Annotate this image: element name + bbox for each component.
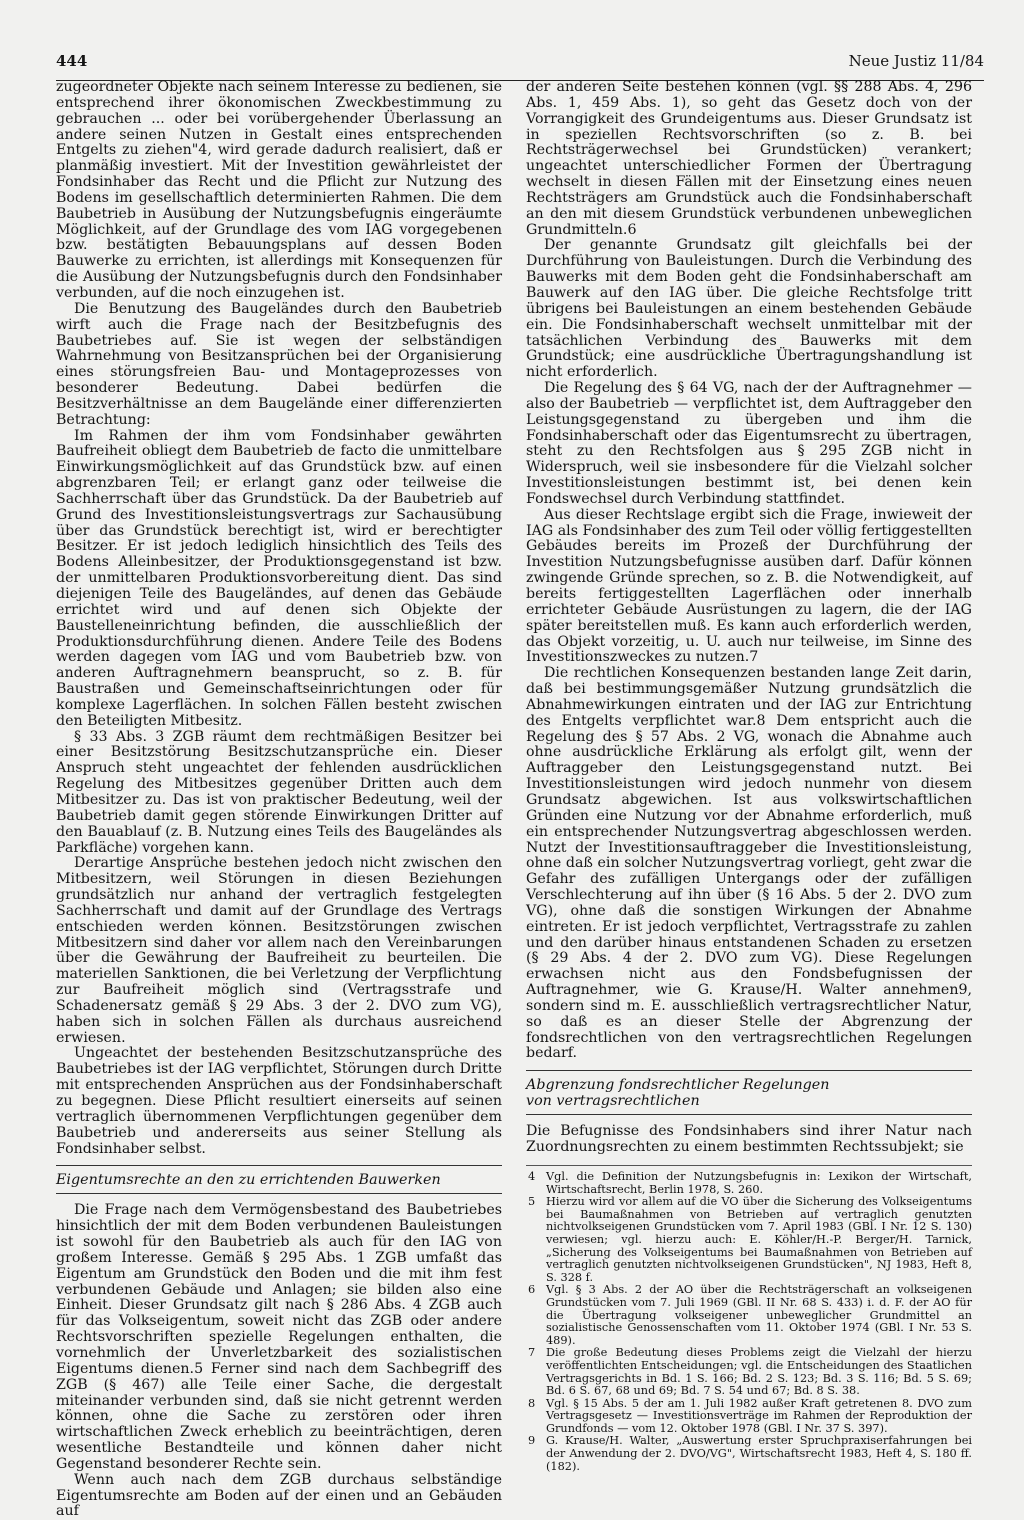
paragraph: Die rechtlichen Konsequenzen bestanden lange Zeit darin, daß bei bestimmungsgemäßer Nutzung grundsätzlich die Abnahmewirkungen eintraten und der IAG zur Entrichtung des Entgelts verpflichtet war.8 Dem entspricht auch die Regelung des § 57 Abs. 2 VG, wonach die Abnahme auch ohne ausdrückliche Erklärung als erfolgt gilt, wenn der Auftraggeber den Leistungsgegenstand nutzt. Bei Investitionsleistungen wird jedoch nunmehr von diesem Grundsatz abgewichen. Ist aus volkswirtschaftlichen Gründen eine Nutzung vor der Abnahme erforderlich, muß ein entsprechender Nutzungsvertrag abgeschlossen werden. Nutzt der Investitionsauftraggeber die Investitionsleistung, ohne daß ein solcher Nutzungsvertrag vorliegt, geht zwar die Gefahr des zufälligen Untergangs oder der zufälligen Verschlechterung auf ihn über (§ 16 Abs. 5 der 2. DVO zum VG), ohne daß die sonstigen Wirkungen der Abnahme eintreten. Er ist jedoch verpflichtet, Vertragsstrafe zu zahlen und den darüber hinaus entstandenen Schaden zu ersetzen (§ 29 Abs. 4 der 2. DVO zum VG). Diese Regelungen erwachsen nicht aus den Fondsbefugnissen der Auftragnehmer, wie G. Krause/H. Walter annehmen9, sondern sind m. E. ausschließlich vertragsrechtlicher Natur, so daß es an dieser Stelle der Abgrenzung der fondsrechtlichen von den vertragsrechtlichen Regelungen bedarf.	[526, 665, 972, 1062]
section-heading-line: von vertragsrechtlichen	[526, 1093, 700, 1110]
left-column	[56, 80, 502, 1520]
footnote-text: Vgl. § 15 Abs. 5 der am 1. Juli 1982 außer Kraft getretenen 8. DVO zum Vertragsgesetz — Investitionsverträge im Rahmen der Reproduktion der Grundfonds — vom 12. Oktober 1978 (GBl. I Nr. 37 S. 397).	[546, 1396, 972, 1435]
footnote	[526, 1171, 972, 1196]
footnote-number: 9	[528, 1434, 536, 1448]
right-column	[526, 80, 972, 1473]
page-number: 444	[56, 52, 88, 70]
paragraph: Der genannte Grundsatz gilt gleichfalls bei der Durchführung von Bauleistungen. Durch die Verbindung des Bauwerks mit dem Boden geht die Fondsinhaberschaft am Bauwerk auf den IAG über. Die gleiche Rechtsfolge tritt übrigens bei Bauleistungen an einem bestehenden Gebäude ein. Die Fondsinhaberschaft wechselt unmittelbar mit der tatsächlichen Verbindung des Bauwerks mit dem Grundstück; eine ausdrückliche Übertragungshandlung ist nicht erforderlich.	[526, 237, 972, 381]
footnotes	[526, 1165, 972, 1473]
section-heading-line: Abgrenzung fondsrechtlicher Regelungen	[526, 1077, 830, 1094]
footnote	[526, 1347, 972, 1397]
paragraph: Die Regelung des § 64 VG, nach der der Auftragnehmer — also der Baubetrieb — verpflichtet ist, dem Auftraggeber den Leistungsgegenstand zu übergeben und ihm die Fondsinhaberschaft oder das Eigentumsrecht zu übertragen, steht zu den Rechtsfolgen aus § 295 ZGB nicht in Widerspruch, weil sie insbesondere für die Vielzahl solcher Investitionsleistungen bestimmt ist, bei denen kein Fondswechsel durch Verbindung stattfindet.	[526, 380, 972, 507]
footnote-number: 4	[528, 1170, 536, 1183]
footnote-text: Vgl. § 3 Abs. 2 der AO über die Rechtsträgerschaft an volkseigenen Grundstücken vom 7. Juli 1969 (GBl. II Nr. 68 S. 433) i. d. F. der AO für die Übertragung volkseigener unbeweglicher Grundmittel an sozialistische Genossenschaften vom 11. Oktober 1974 (GBl. I Nr. 53 S. 489).	[546, 1283, 972, 1347]
section-heading: Eigentumsrechte an den zu errichtenden Bauwerken	[56, 1165, 502, 1194]
footnote-text: Die große Bedeutung dieses Problems zeigt die Vielzahl der hierzu veröffentlichten Entscheidungen; vgl. die Entscheidungen des Staatlichen Vertragsgerichts in Bd. 1 S. 166; Bd. 2 S. 123; Bd. 3 S. 116; Bd. 5 S. 69; Bd. 6 S. 67, 68 und 69; Bd. 7 S. 54 und 67; Bd. 8 S. 38.	[546, 1346, 972, 1398]
paragraph: Derartige Ansprüche bestehen jedoch nicht zwischen den Mitbesitzern, weil Störungen in diesen Beziehungen grundsätzlich nur anhand der vertraglich festgelegten Sachherrschaft und damit auf der Grundlage des Vertrags entschieden werden können. Besitzstörungen zwischen Mitbesitzern sind daher vor allem nach den Vereinbarungen über die Gewährung der Baufreiheit zu beurteilen. Die materiellen Sanktionen, die bei Verletzung der Verpflichtung zur Baufreiheit möglich sind (Vertragsstrafe und Schadenersatz gemäß § 29 Abs. 3 der 2. DVO zum VG), haben sich in solchen Fällen als durchaus ausreichend erwiesen.	[56, 855, 502, 1046]
paragraph: Die Befugnisse des Fondsinhabers sind ihrer Natur nach Zuordnungsrechten zu einem bestimmten Rechtssubjekt; sie	[526, 1123, 972, 1156]
footnote-number: 5	[528, 1195, 536, 1209]
footnote	[526, 1196, 972, 1284]
paragraph: Die Benutzung des Baugeländes durch den Baubetrieb wirft auch die Frage nach der Besitzbefugnis des Baubetriebes auf. Sie ist wegen der selbständigen Wahrnehmung von Besitzansprüchen bei der Organisierung eines störungsfreien Bau- und Montageprozesses von besonderer Bedeutung. Dabei bedürfen die Besitzverhältnisse an dem Baugelände einer differenzierten Betrachtung:	[56, 300, 502, 428]
paragraph: Im Rahmen der ihm vom Fondsinhaber gewährten Baufreiheit obliegt dem Baubetrieb de facto die unmittelbare Einwirkungsmöglichkeit auf das Grundstück bzw. auf einen abgrenzbaren Teil; er erlangt ganz oder teilweise die Sachherrschaft über das Grundstück. Da der Baubetrieb auf Grund des Investitionsleistungsvertrags zur Sachausübung über das Grundstück berechtigt ist, wird er berechtigter Besitzer. Er ist jedoch lediglich hinsichtlich des Teils des Bodens Alleinbesitzer, der Produktionsgegenstand ist bzw. der unmittelbaren Produktionsvorbereitung dient. Das sind diejenigen Teile des Baugeländes, auf denen das Gebäude errichtet wird und auf denen sich Objekte der Baustelleneinrichtung befinden, die ausschließlich der Produktionsdurchführung dienen. Andere Teile des Bodens werden dagegen vom IAG und vom Baubetrieb bzw. von anderen Auftragnehmern beansprucht, so z. B. für Baustraßen und Gemeinschaftseinrichtungen oder für komplexe Lagerflächen. In solchen Fällen besteht zwischen den Beteiligten Mitbesitz.	[56, 427, 502, 729]
paragraph: Wenn auch nach dem ZGB durchaus selbständige Eigentumsrechte am Boden auf der einen und an Gebäuden auf	[56, 1471, 502, 1520]
footnote	[526, 1435, 972, 1473]
footnote-text: Hierzu wird vor allem auf die VO über die Sicherung des Volkseigentums bei Baumaßnahmen von Betrieben auf vertraglich genutzten nichtvolkseigenen Grundstücken vom 7. April 1983 (GBl. I Nr. 12 S. 130) verwiesen; vgl. hierzu auch: E. Köhler/H.-P. Berger/H. Tarnick, „Sicherung des Volkseigentums bei Baumaßnahmen von Betrieben auf vertraglich genutzten nichtvolkseigenen Grundstücken", NJ 1983, Heft 8, S. 328 f.	[546, 1195, 972, 1284]
footnote	[526, 1284, 972, 1347]
paragraph: § 33 Abs. 3 ZGB räumt dem rechtmäßigen Besitzer bei einer Besitzstörung Besitzschutzansprüche ein. Dieser Anspruch steht ungeachtet der fehlenden ausdrücklichen Regelung des Mitbesitzes gegenüber Dritten auch dem Mitbesitzer zu. Das ist von praktischer Bedeutung, weil der Baubetrieb damit gegen störende Einwirkungen Dritter auf den Bauablauf (z. B. Nutzung eines Teils des Baugeländes als Parkfläche) vorgehen kann.	[56, 728, 502, 856]
footnote-text: G. Krause/H. Walter, „Auswertung erster Spruchpraxiserfahrungen bei der Anwendung der 2. DVO/VG", Wirtschaftsrecht 1983, Heft 4, S. 180 ff. (182).	[546, 1434, 972, 1473]
paragraph: der anderen Seite bestehen können (vgl. §§ 288 Abs. 4, 296 Abs. 1, 459 Abs. 1), so geht das Gesetz doch von der Vorrangigkeit des Grundeigentums aus. Dieser Grundsatz ist in speziellen Rechtsvorschriften (so z. B. bei Rechtsträgerwechsel bei Grundstücken) verankert; ungeachtet unterschiedlicher Formen der Übertragung wechselt in diesen Fällen mit der Einsetzung eines neuen Rechtsträgers am Grundstück auch die Fondsinhaberschaft an den mit diesem Grundstück verbundenen unbeweglichen Grundmitteln.6	[526, 79, 972, 238]
paragraph: zugeordneter Objekte nach seinem Interesse zu bedienen, sie entsprechend ihrer ökonomischen Zweckbestimmung zu gebrauchen ... oder bei vorübergehender Überlassung an andere seinen Nutzen in Gestalt eines entsprechenden Entgelts zu ziehen"4, wird gerade dadurch realisiert, daß er planmäßig investiert. Mit der Investition gewährleistet der Fondsinhaber das Recht und die Pflicht zur Nutzung des Bodens im gesellschaftlich determinierten Rahmen. Die dem Baubetrieb in Ausübung der Nutzungsbefugnis eingeräumte Möglichkeit, auf der Grundlage des vom IAG vorgegebenen bzw. bestätigten Bebauungsplans auf dessen Boden Bauwerke zu errichten, ist allerdings mit Konsequenzen für die Ausübung der Nutzungsbefugnis durch den Fondsinhaber verbunden, auf die noch einzugehen ist.	[56, 79, 502, 301]
page-header	[56, 52, 984, 81]
journal-issue: Neue Justiz 11/84	[848, 52, 984, 70]
footnote-number: 6	[528, 1283, 536, 1297]
section-heading	[526, 1070, 972, 1115]
paragraph: Die Frage nach dem Vermögensbestand des Baubetriebes hinsichtlich der mit dem Boden verbundenen Bauleistungen ist sowohl für den Baubetrieb als auch für den IAG von großem Interesse. Gemäß § 295 Abs. 1 ZGB umfaßt das Eigentum am Grundstück den Boden und die mit ihm fest verbundenen Gebäude und Anlagen; sie bilden also eine Einheit. Dieser Grundsatz gilt nach § 286 Abs. 4 ZGB auch für das Volkseigentum, soweit nicht das ZGB oder andere Rechtsvorschriften spezielle Regelungen enthalten, die vornehmlich der Unverletzbarkeit des sozialistischen Eigentums dienen.5 Ferner sind nach dem Sachbegriff des ZGB (§ 467) alle Teile einer Sache, die dergestalt miteinander verbunden sind, daß sie nicht getrennt werden können, ohne die Sache zu zerstören oder ihren wirtschaftlichen Zweck erheblich zu beeinträchtigen, deren wesentliche Bestandteile und können daher nicht Gegenstand besonderer Rechte sein.	[56, 1202, 502, 1472]
footnote-number: 7	[528, 1346, 536, 1360]
paragraph: Ungeachtet der bestehenden Besitzschutzansprüche des Baubetriebes ist der IAG verpflichtet, Störungen durch Dritte mit entsprechenden Ansprüchen aus der Fondsinhaberschaft zu begegnen. Diese Pflicht resultiert einerseits auf seinen vertraglich übernommenen Verpflichtungen gegenüber dem Baubetrieb und andererseits aus seiner Stellung als Fondsinhaber selbst.	[56, 1045, 502, 1157]
footnote-number: 8	[528, 1396, 536, 1410]
paragraph: Aus dieser Rechtslage ergibt sich die Frage, inwieweit der IAG als Fondsinhaber des zum Teil oder völlig fertiggestellten Gebäudes bereits im Prozeß der Durchführung der Investition Nutzungsbefugnisse ausüben darf. Dafür können zwingende Gründe sprechen, so z. B. die Notwendigkeit, auf bereits fertiggestellten Lagerflächen oder innerhalb errichteter Gebäude Ausrüstungen zu lagern, die der IAG später bereitstellen muß. Es kann auch erforderlich werden, das Objekt vorzeitig, u. U. auch nur teilweise, im Sinne des Investitionszweckes zu nutzen.7	[526, 506, 972, 666]
footnote-text: Vgl. die Definition der Nutzungsbefugnis in: Lexikon der Wirtschaft, Wirtschaftsrecht, Berlin 1978, S. 260.	[546, 1170, 972, 1196]
footnote	[526, 1398, 972, 1436]
